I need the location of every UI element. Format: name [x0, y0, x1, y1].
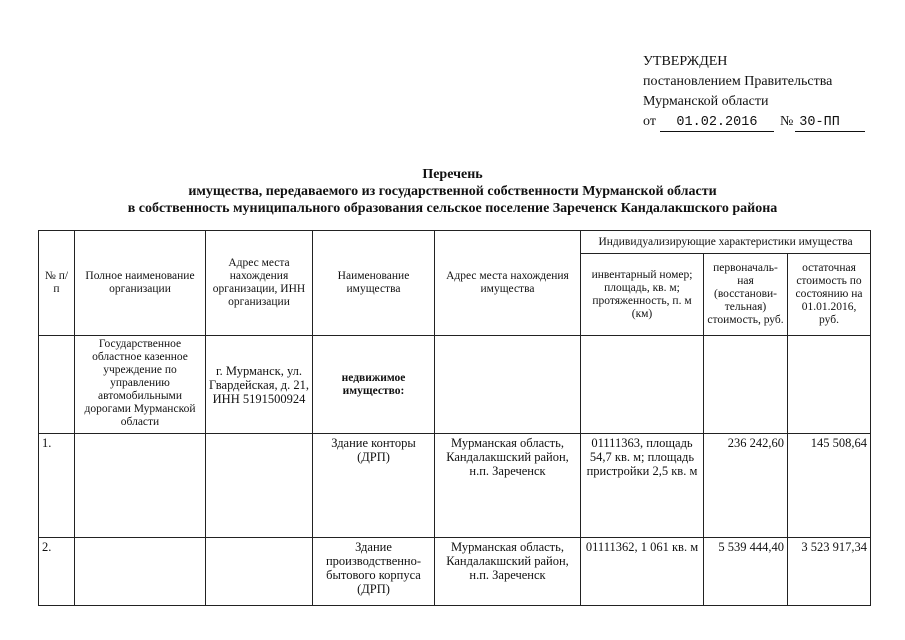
approval-line-1: постановлением Правительства	[643, 74, 833, 89]
number-prefix: №	[779, 114, 794, 129]
header-inventory: инвентарный номер; площадь, кв. м; протяженность, п. м (км)	[581, 254, 704, 336]
approval-line-2: Мурманской области	[643, 94, 769, 109]
approval-date-line	[643, 112, 893, 132]
empty-cell	[206, 538, 313, 606]
row-residual-cost: 145 508,64	[788, 434, 871, 538]
approval-date: 01.02.2016	[660, 115, 774, 132]
header-characteristics-group: Индивидуализирующие характеристики имущества	[581, 231, 871, 254]
row-initial-cost: 5 539 444,40	[704, 538, 788, 606]
empty-cell	[75, 538, 206, 606]
row-num: 1.	[39, 434, 75, 538]
approval-number: 30-ПП	[795, 115, 865, 132]
org-address-cell: г. Мурманск, ул. Гвардейская, д. 21, ИНН 5191500924	[206, 336, 313, 434]
header-residual-cost: остаточная стоимость по состоянию на 01.01.2016, руб.	[788, 254, 871, 336]
title-line-2: имущества, передаваемого из государственной собственности Мурманской области	[188, 184, 717, 199]
row-inventory: 01111363, площадь 54,7 кв. м; площадь пристройки 2,5 кв. м	[581, 434, 704, 538]
row-num: 2.	[39, 538, 75, 606]
row-residual-cost: 3 523 917,34	[788, 538, 871, 606]
header-initial-cost: первоначаль-ная (восстанови-тельная) стоимость, руб.	[704, 254, 788, 336]
property-table	[38, 230, 871, 606]
row-initial-cost: 236 242,60	[704, 434, 788, 538]
empty-cell	[206, 434, 313, 538]
header-property-name: Наименование имущества	[313, 231, 435, 336]
empty-cell	[704, 336, 788, 434]
org-num-cell	[39, 336, 75, 434]
row-property-name: Здание производственно-бытового корпуса (ДРП)	[313, 538, 435, 606]
row-inventory: 01111362, 1 061 кв. м	[581, 538, 704, 606]
empty-cell	[581, 336, 704, 434]
title-line-3: в собственность муниципального образования сельское поселение Зареченск Кандалакшского района	[127, 201, 778, 216]
header-row-1	[39, 231, 871, 254]
empty-cell	[75, 434, 206, 538]
title-line-1: Перечень	[422, 167, 483, 182]
empty-cell	[788, 336, 871, 434]
approval-heading: УТВЕРЖДЕН	[643, 54, 728, 69]
approval-stamp	[643, 52, 893, 132]
header-property-address: Адрес места нахождения имущества	[435, 231, 581, 336]
date-prefix: от	[643, 114, 656, 129]
empty-cell	[435, 336, 581, 434]
property-category-cell: недвижимое имущество:	[313, 336, 435, 434]
org-row	[39, 336, 871, 434]
header-org-address: Адрес места нахождения организации, ИНН организации	[206, 231, 313, 336]
row-property-address: Мурманская область, Кандалакшский район, н.п. Зареченск	[435, 538, 581, 606]
table-row	[39, 434, 871, 538]
row-property-address: Мурманская область, Кандалакшский район, н.п. Зареченск	[435, 434, 581, 538]
document-title	[0, 166, 905, 217]
row-property-name: Здание конторы (ДРП)	[313, 434, 435, 538]
table-row	[39, 538, 871, 606]
org-name-cell: Государственное областное казенное учреждение по управлению автомобильными дорогами Мурманской области	[75, 336, 206, 434]
header-num: № п/п	[39, 231, 75, 336]
header-org-name: Полное наименование организации	[75, 231, 206, 336]
